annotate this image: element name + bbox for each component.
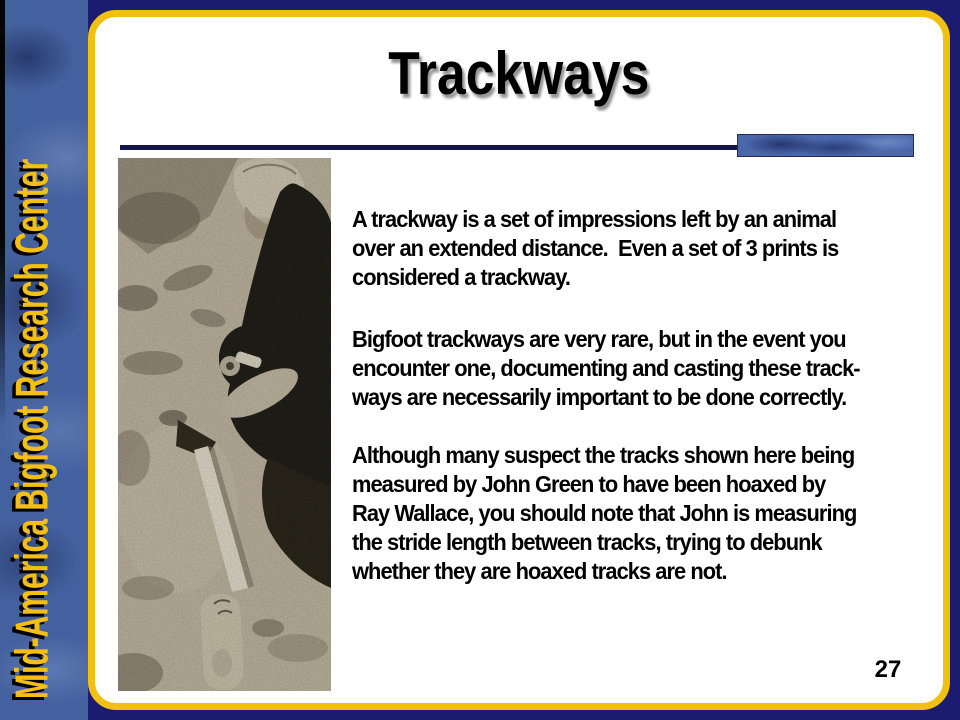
text-line: encounter one, documenting and casting these track- xyxy=(352,355,860,381)
text-line: Ray Wallace, you should note that John is measuring xyxy=(352,500,857,526)
text-line: whether they are hoaxed tracks are not. xyxy=(352,558,727,584)
page-number: 27 xyxy=(874,656,902,683)
text-line: Bigfoot trackways are very rare, but in the event you xyxy=(352,326,846,352)
slide-title-text: Trackways xyxy=(388,40,650,107)
text-line: over an extended distance. Even a set of 3 prints is xyxy=(352,235,839,261)
banner-dark-edge xyxy=(0,0,5,430)
banner-vertical-text: Mid-America Bigfoot Research Center xyxy=(7,158,59,699)
text-line: the stride length between tracks, trying to debunk xyxy=(352,529,822,555)
text-line: Although many suspect the tracks shown here being xyxy=(352,442,855,468)
body-paragraph-1 xyxy=(352,205,908,292)
text-line: A trackway is a set of impressions left by an animal xyxy=(352,206,837,232)
trackway-photo xyxy=(118,158,331,691)
body-paragraph-2 xyxy=(352,325,908,412)
title-underline-accent-box xyxy=(737,134,914,157)
text-line: considered a trackway. xyxy=(352,264,570,290)
body-paragraph-3 xyxy=(352,441,908,586)
title-underline xyxy=(120,145,740,150)
trackway-photo-illustration xyxy=(118,158,331,691)
slide-title xyxy=(95,42,943,112)
text-line: ways are necessarily important to be done correctly. xyxy=(352,384,847,410)
text-line: measured by John Green to have been hoaxed by xyxy=(352,471,826,497)
